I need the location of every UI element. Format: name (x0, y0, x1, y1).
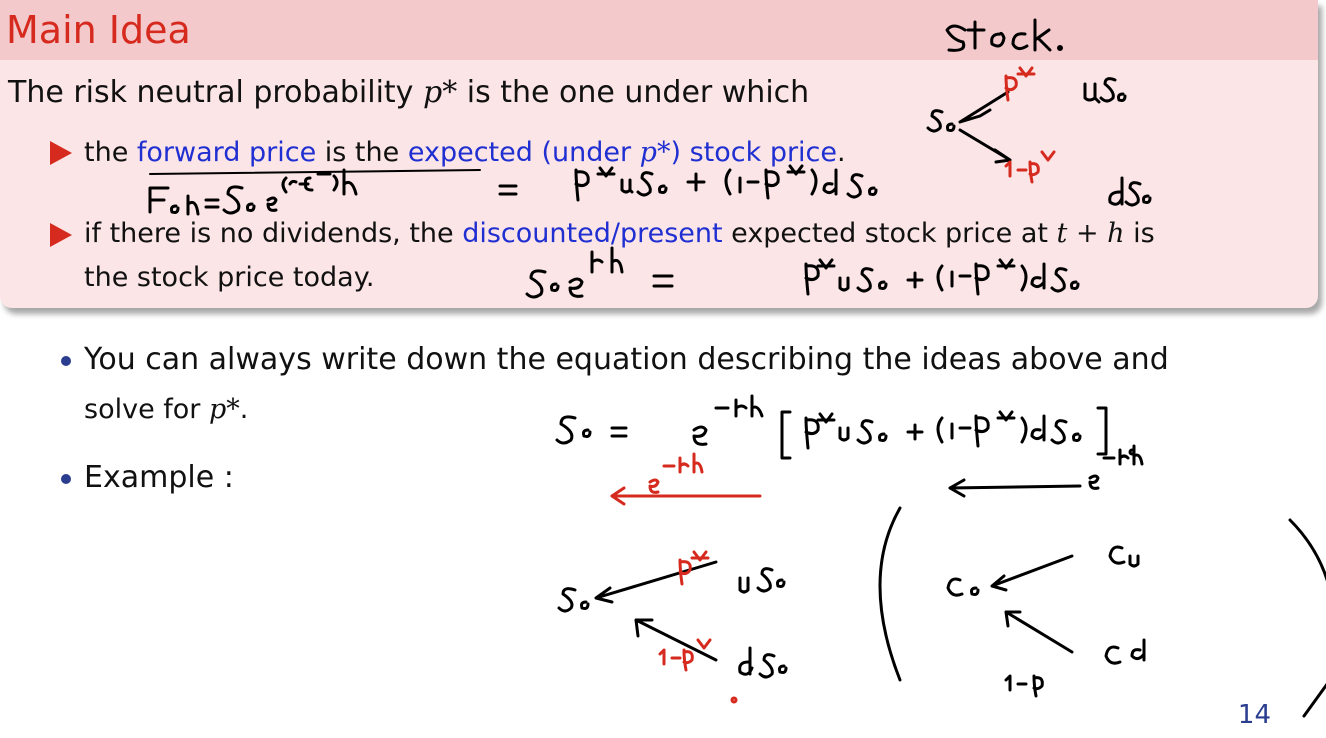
bullet-forward-price: the forward price is the expected (under p*) stock price. (84, 137, 846, 168)
discounted-term: discounted/present (462, 218, 723, 249)
intro-var: p* (422, 75, 458, 110)
item-solve-line2: solve for p*. (84, 394, 249, 425)
handwritten-top-tree (928, 79, 1150, 205)
item-example: Example : (84, 460, 234, 495)
bullet-discounted: if there is no dividends, the discounted/present expected stock price at t + h is (84, 218, 1155, 249)
block-title: Main Idea (6, 8, 191, 52)
handwritten-discount-equation (527, 248, 1078, 297)
handwritten-solve-equation (557, 396, 1134, 458)
intro-line: The risk neutral probability p* is the one under which (8, 75, 810, 110)
page-number: 14 (1237, 700, 1271, 730)
handwritten-forward-equation (150, 166, 876, 214)
handwritten-example-option-tree (880, 446, 1326, 716)
handwritten-example-stock-tree (559, 562, 786, 677)
handwritten-stock-label (947, 20, 1062, 50)
forward-price-term: forward price (136, 137, 317, 168)
item-solve-line1: You can always write down the equation describing the ideas above and (84, 342, 1169, 377)
bullet-discounted-line2: the stock price today. (84, 262, 375, 293)
handwritten-red-probabilities (612, 68, 1054, 702)
